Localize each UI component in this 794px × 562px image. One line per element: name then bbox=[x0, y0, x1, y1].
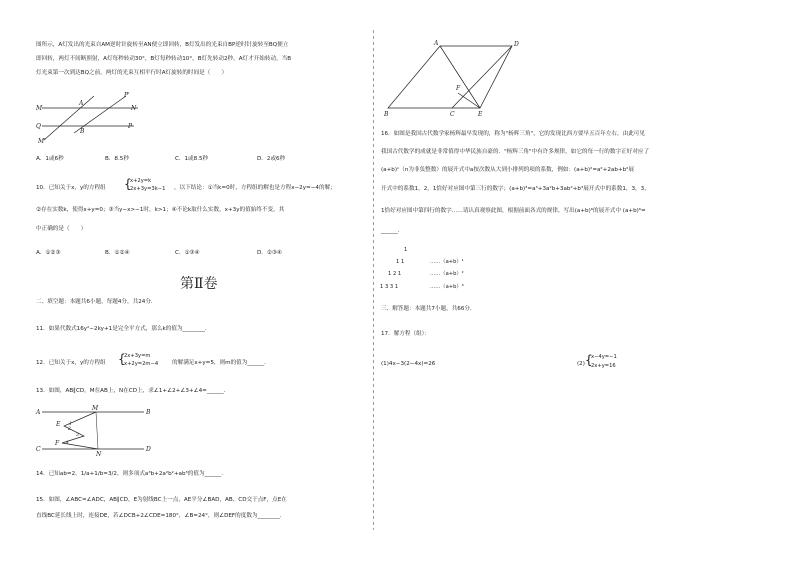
line-fe bbox=[458, 93, 480, 108]
line-mn bbox=[96, 412, 98, 449]
fig-label: P' bbox=[124, 92, 130, 99]
triangle-label-2: ……（a+b）² bbox=[430, 271, 464, 277]
q17-header: 17．解方程（组）： bbox=[381, 331, 431, 337]
q10-eq-2: 2x+3y=3k−1 bbox=[130, 186, 166, 192]
part2-header: 二、填空题：本题共6小题，每题4分，共24分． bbox=[36, 299, 157, 305]
fig-label: M bbox=[36, 105, 43, 112]
q12-eq-1: 2x+3y=m bbox=[124, 353, 151, 359]
fig-label: B bbox=[384, 111, 389, 118]
q17-part-2-prefix: (2) bbox=[577, 361, 585, 367]
part3-header: 三、解答题：本题共7小题，共66分． bbox=[381, 306, 476, 312]
fig-label: B bbox=[80, 128, 85, 135]
q15-line-2: 直线BC延长线上时，连接DE，若∠DCB+2∠CDE=180°，∠B=24°，则∠DEF的度数为________． bbox=[36, 513, 286, 519]
q16-line-2: 我国古代数学的成就是非常值得中华民族自豪的．"杨辉三角"中有许多规律，如它的每一行的数字正好对应了 bbox=[381, 149, 650, 155]
fig-label: P bbox=[128, 123, 133, 130]
fig-label: 1 bbox=[69, 422, 72, 427]
fig-label: 2 bbox=[68, 427, 71, 432]
q17-eq-2: 2x+y=16 bbox=[591, 363, 616, 369]
triangle-row-0: 1 bbox=[404, 247, 408, 253]
triangle-row-1: 1 1 bbox=[396, 259, 405, 265]
q16-line-1: 16．如图是我国古代数学家杨辉最早发现的，称为"杨辉三角"，它的发现比西方要早五百年左右，由此可见 bbox=[381, 131, 645, 137]
fig-label: Q bbox=[36, 123, 41, 130]
q10-line-1a: 10．已知关于x，y的方程组 bbox=[36, 185, 106, 191]
q15-line-1: 15．如图，∠ABC=∠ADC，AB∥CD，E为射线BC上一点，AE平分∠BAD，AB、CD交于点F，点E在 bbox=[36, 497, 287, 503]
fig-label: D bbox=[146, 446, 151, 453]
q13-figure bbox=[36, 405, 156, 458]
fig-label: D bbox=[514, 41, 519, 48]
q14: 14．已知ab=2，1/a+1/b=3/2，则多项式a³b+2a²b²+ab³的值为______． bbox=[36, 471, 227, 477]
q9-option-b: B．8.5秒 bbox=[105, 156, 129, 162]
q16-line-3: (a+b)ⁿ（n为非负整数）的展开式中a按次数从大到小排列的项的系数，例如：(a+b)²=a²+2ab+b²展 bbox=[381, 167, 634, 173]
triangle-label-1: ……（a+b）¹ bbox=[430, 259, 464, 265]
fig-label: C bbox=[36, 446, 41, 453]
q10-line-2: ②存在实数k，使得x+y=0；③当y−x>−1时，k>1；④不论k取什么实数，x+3y的值始终不变，其 bbox=[36, 207, 285, 213]
line-ae bbox=[440, 46, 480, 108]
fig-label: 3 bbox=[76, 433, 79, 438]
fig-label: A bbox=[434, 40, 439, 47]
fig-label: A bbox=[36, 409, 41, 416]
fig-label: B bbox=[146, 409, 151, 416]
triangle-row-2: 1 2 1 bbox=[388, 271, 402, 277]
q9-line-2: 即回转，两灯不间断照射，A灯每秒转动30°，B灯每秒转动10°，B灯先转动2秒，A灯才开始转动，当B bbox=[36, 56, 292, 62]
q15-figure bbox=[380, 38, 525, 118]
line-a bbox=[44, 96, 94, 140]
q13: 13．如图，AB∥CD，M在AB上，N在CD上，求∠1+∠2+∠3+∠4=______． bbox=[36, 388, 230, 394]
fig-label: E bbox=[56, 421, 61, 428]
fig-label: F bbox=[456, 85, 461, 92]
fig-label: E bbox=[478, 111, 483, 118]
line-dc bbox=[452, 46, 512, 108]
q10-option-a: A．①②③ bbox=[36, 250, 61, 256]
system-brace: { bbox=[124, 177, 132, 191]
triangle-row-3: 1 3 3 1 bbox=[380, 284, 399, 290]
q9-option-d: D．2或6秒 bbox=[257, 156, 286, 162]
fig-label: N bbox=[131, 105, 137, 112]
parallelogram bbox=[388, 46, 512, 108]
q9-option-a: A．1或6秒 bbox=[36, 156, 64, 162]
q10-option-d: D．②③④ bbox=[257, 250, 282, 256]
q9-line-3: 灯光束第一次到达BQ之前，两灯的光束互相平行时A灯旋转的时间是（ ） bbox=[36, 70, 228, 76]
q10-line-3: 中正确的是（ ） bbox=[36, 226, 87, 232]
q16-line-4: 开式中的系数1，2，1恰好对应图中第三行的数字；(a+b)³=a³+3a²b+3ab²+b³展开式中的系数1，3，3， bbox=[381, 186, 650, 192]
fig-label: C bbox=[450, 111, 455, 118]
q17-part-1: (1)4x−3(2−4x)=26 bbox=[381, 361, 436, 367]
fig-label: 4 bbox=[66, 441, 69, 446]
q16-line-5: 1恰好对应图中第四行的数字……请认真观察此图，根据前面各式的规律，写出(a+b)⁶的展开式中 (a+b)⁶= bbox=[381, 208, 646, 214]
system-brace: { bbox=[118, 352, 126, 366]
fig-label: F bbox=[55, 440, 60, 447]
fig-label: M' bbox=[38, 138, 46, 145]
q10-option-c: C．①③④ bbox=[175, 250, 200, 256]
q10-option-b: B．①②④ bbox=[105, 250, 130, 256]
q12-text-a: 12．已知关于x，y的方程组 bbox=[36, 360, 106, 366]
q9-line-1: 图所示，A灯发出的光束自AM逆时针旋转至AN便立即回转，B灯发出的光束自BP逆时针旋转至BQ便立 bbox=[36, 42, 289, 48]
triangle-label-3: ……（a+b）³ bbox=[430, 284, 464, 290]
q17-eq-1: x−4y=−1 bbox=[591, 354, 617, 360]
q9-option-c: C．1或8.5秒 bbox=[175, 156, 209, 162]
q12-text-b: 的解满足x+y=5，则m的值为______． bbox=[172, 360, 270, 366]
section-title: 第Ⅱ卷 bbox=[180, 276, 218, 292]
q16-line-6: ______． bbox=[381, 228, 404, 234]
q9-figure bbox=[34, 88, 154, 143]
q10-eq-1: x+2y=k bbox=[130, 178, 152, 184]
q12-eq-2: x+2y=2m−4 bbox=[124, 361, 159, 367]
system-brace: { bbox=[585, 353, 593, 367]
column-divider bbox=[373, 30, 374, 530]
q10-line-1b: ，以下结论：①当k=0时，方程组的解也是方程x−2y=−4的解； bbox=[174, 185, 336, 191]
fig-label: A bbox=[79, 100, 84, 107]
fig-label: N bbox=[96, 451, 102, 458]
q11: 11．如果代数式16y²−2ky+1是完全平方式，那么k的值为________． bbox=[36, 326, 211, 332]
fig-label: M bbox=[92, 405, 99, 412]
